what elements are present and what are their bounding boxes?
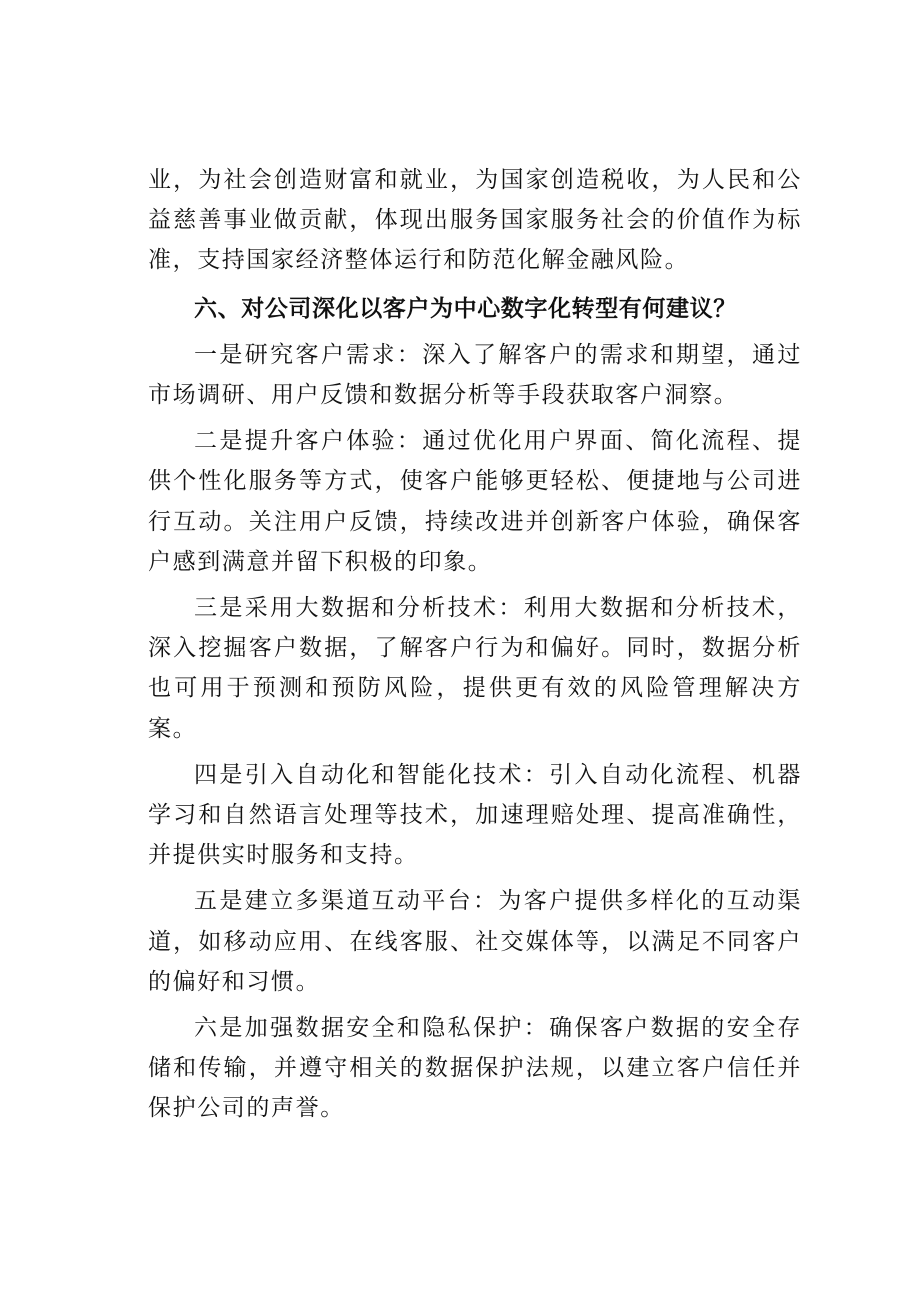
section-heading: 六、对公司深化以客户为中心数字化转型有何建议？ xyxy=(194,295,737,322)
paragraph-customer-needs: 一是研究客户需求：深入了解客户的需求和期望，通过市场调研、用户反馈和数据分析等手段获取客户洞察。 xyxy=(148,341,802,409)
continuation-paragraph: 业，为社会创造财富和就业，为国家创造税收，为人民和公益慈善事业做贡献，体现出服务国家服务社会的价值作为标准，支持国家经济整体运行和防范化解金融风险。 xyxy=(148,167,802,274)
paragraph-data-security: 六是加强数据安全和隐私保护：确保客户数据的安全存储和传输，并遵守相关的数据保护法规，以建立客户信任并保护公司的声誉。 xyxy=(148,1015,802,1122)
paragraph-automation: 四是引入自动化和智能化技术：引入自动化流程、机器学习和自然语言处理等技术，加速理赔处理、提高准确性，并提供实时服务和支持。 xyxy=(148,761,802,869)
paragraph-big-data: 三是采用大数据和分析技术：利用大数据和分析技术，深入挖掘客户数据，了解客户行为和偏好。同时，数据分析也可用于预测和预防风险，提供更有效的风险管理解决方案。 xyxy=(148,595,802,742)
paragraph-customer-experience: 二是提升客户体验：通过优化用户界面、简化流程、提供个性化服务等方式，使客户能够更轻松、便捷地与公司进行互动。关注用户反馈，持续改进并创新客户体验，确保客户感到满意并留下积极的印象。 xyxy=(148,428,802,575)
document-body xyxy=(148,160,802,1129)
paragraph-multichannel: 五是建立多渠道互动平台：为客户提供多样化的互动渠道，如移动应用、在线客服、社交媒体等，以满足不同客户的偏好和习惯。 xyxy=(148,888,802,995)
